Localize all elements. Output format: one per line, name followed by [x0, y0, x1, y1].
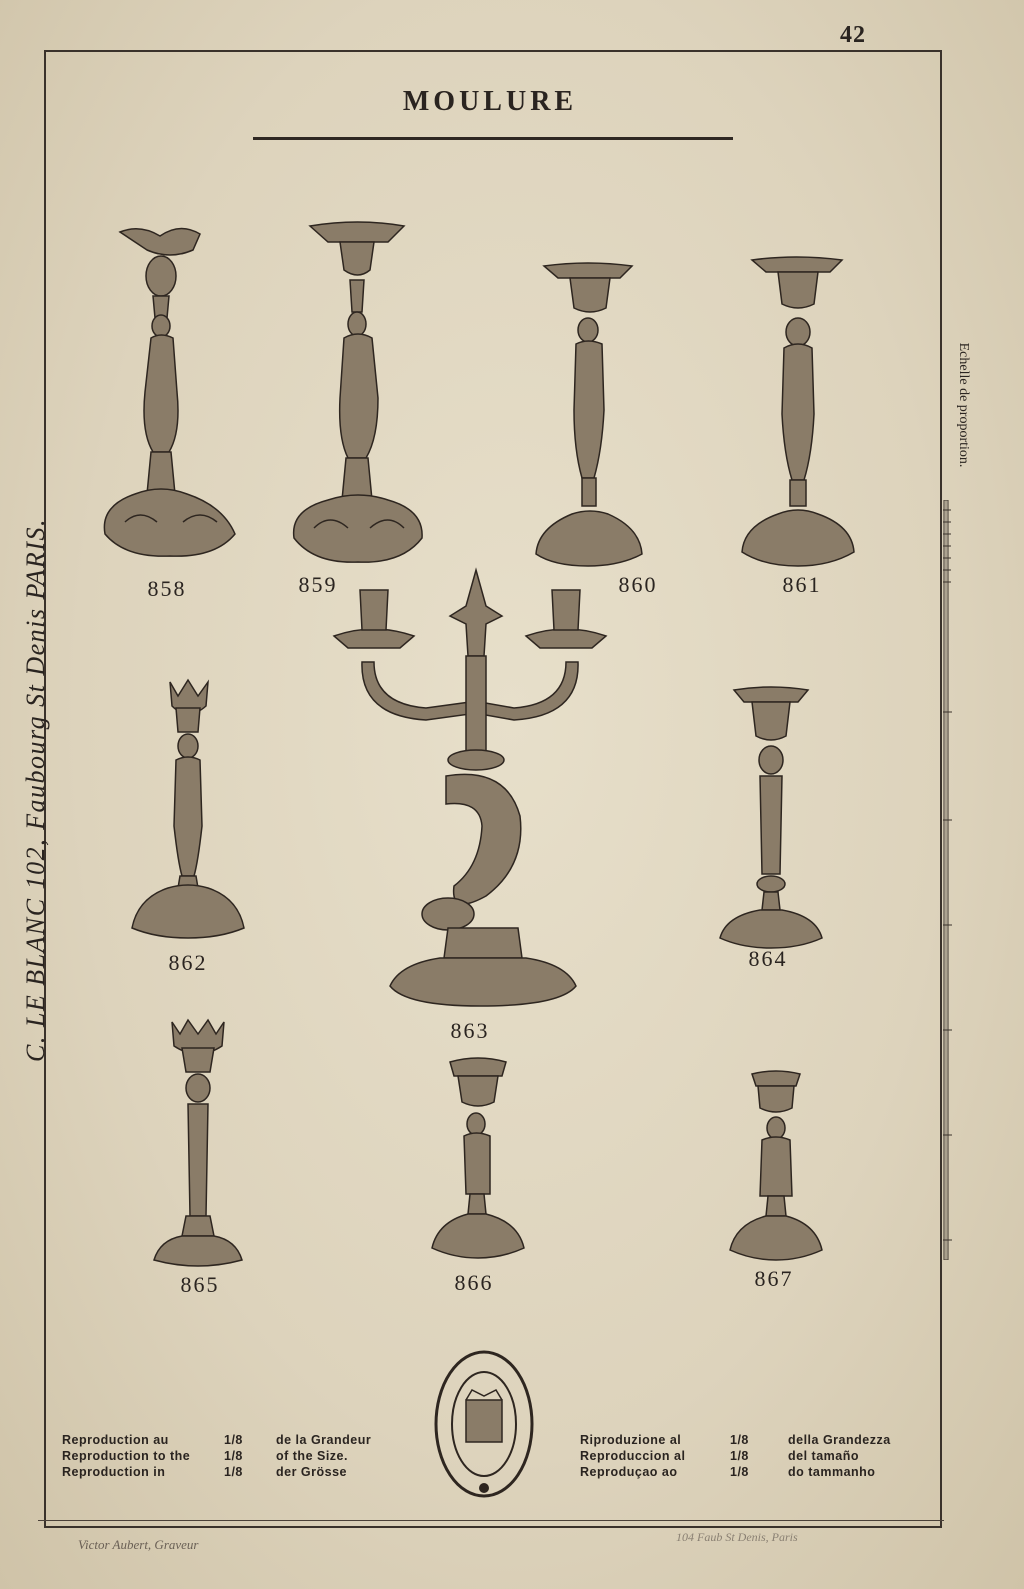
- candlestick-860-illustration: [530, 260, 650, 570]
- candlestick-861-illustration: [738, 254, 858, 568]
- page-title: MOULURE: [402, 86, 578, 117]
- bottom-rule: [38, 1520, 944, 1521]
- reproduction-row: Reproduction in 1/8 der Grösse: [62, 1465, 348, 1479]
- item-number-861: 861: [782, 572, 822, 597]
- engraver-address: 104 Faub St Denis, Paris: [676, 1530, 798, 1544]
- trademark-seal: [432, 1348, 536, 1506]
- candelabra-863: [330, 566, 610, 1016]
- item-number-866: 866: [454, 1270, 494, 1295]
- candlestick-866-illustration: [428, 1054, 528, 1260]
- candelabra-863-illustration: [330, 566, 610, 1016]
- publisher-address: C. LE BLANC 102, Faubourg St Denis PARIS.: [21, 518, 50, 1062]
- candlestick-860: [530, 260, 650, 570]
- item-number-865: 865: [180, 1272, 220, 1297]
- candlestick-858: [95, 222, 245, 562]
- item-number-860: 860: [618, 572, 658, 597]
- reproduction-note-left: [62, 1432, 371, 1480]
- scale-label: Echelle de proportion.: [956, 342, 971, 468]
- item-number-859: 859: [298, 572, 338, 597]
- candlestick-865-illustration: [148, 1016, 248, 1270]
- reproduction-row: Reproduccion al 1/8 del tamaño: [580, 1449, 859, 1463]
- candlestick-864-illustration: [716, 684, 826, 954]
- reproduction-row: Reproduçao ao 1/8 do tammanho: [580, 1465, 876, 1479]
- candlestick-858-illustration: [95, 222, 245, 562]
- item-number-864: 864: [748, 946, 788, 971]
- reproduction-row: Reproduction to the 1/8 of the Size.: [62, 1449, 348, 1463]
- title-underline: [253, 137, 733, 140]
- candlestick-859: [288, 218, 438, 568]
- item-number-862: 862: [168, 950, 208, 975]
- candlestick-859-illustration: [288, 218, 438, 568]
- item-number-858: 858: [147, 576, 187, 601]
- candlestick-867: [726, 1068, 826, 1262]
- candlestick-867-illustration: [726, 1068, 826, 1262]
- candlestick-861: [738, 254, 858, 568]
- item-number-867: 867: [754, 1266, 794, 1291]
- reproduction-row: Riproduzione al 1/8 della Grandezza: [580, 1433, 891, 1447]
- proportion-scale: [943, 500, 953, 1260]
- candlestick-864: [716, 684, 826, 954]
- engraver-credit: Victor Aubert, Graveur: [78, 1537, 199, 1552]
- reproduction-row: Reproduction au 1/8 de la Grandeur: [62, 1433, 372, 1447]
- reproduction-note-right: [580, 1432, 891, 1480]
- candlestick-865: [148, 1016, 248, 1270]
- candlestick-862-illustration: [128, 676, 248, 946]
- item-number-863: 863: [450, 1018, 490, 1043]
- page-number: 42: [840, 22, 866, 48]
- candlestick-866: [428, 1054, 528, 1260]
- candlestick-862: [128, 676, 248, 946]
